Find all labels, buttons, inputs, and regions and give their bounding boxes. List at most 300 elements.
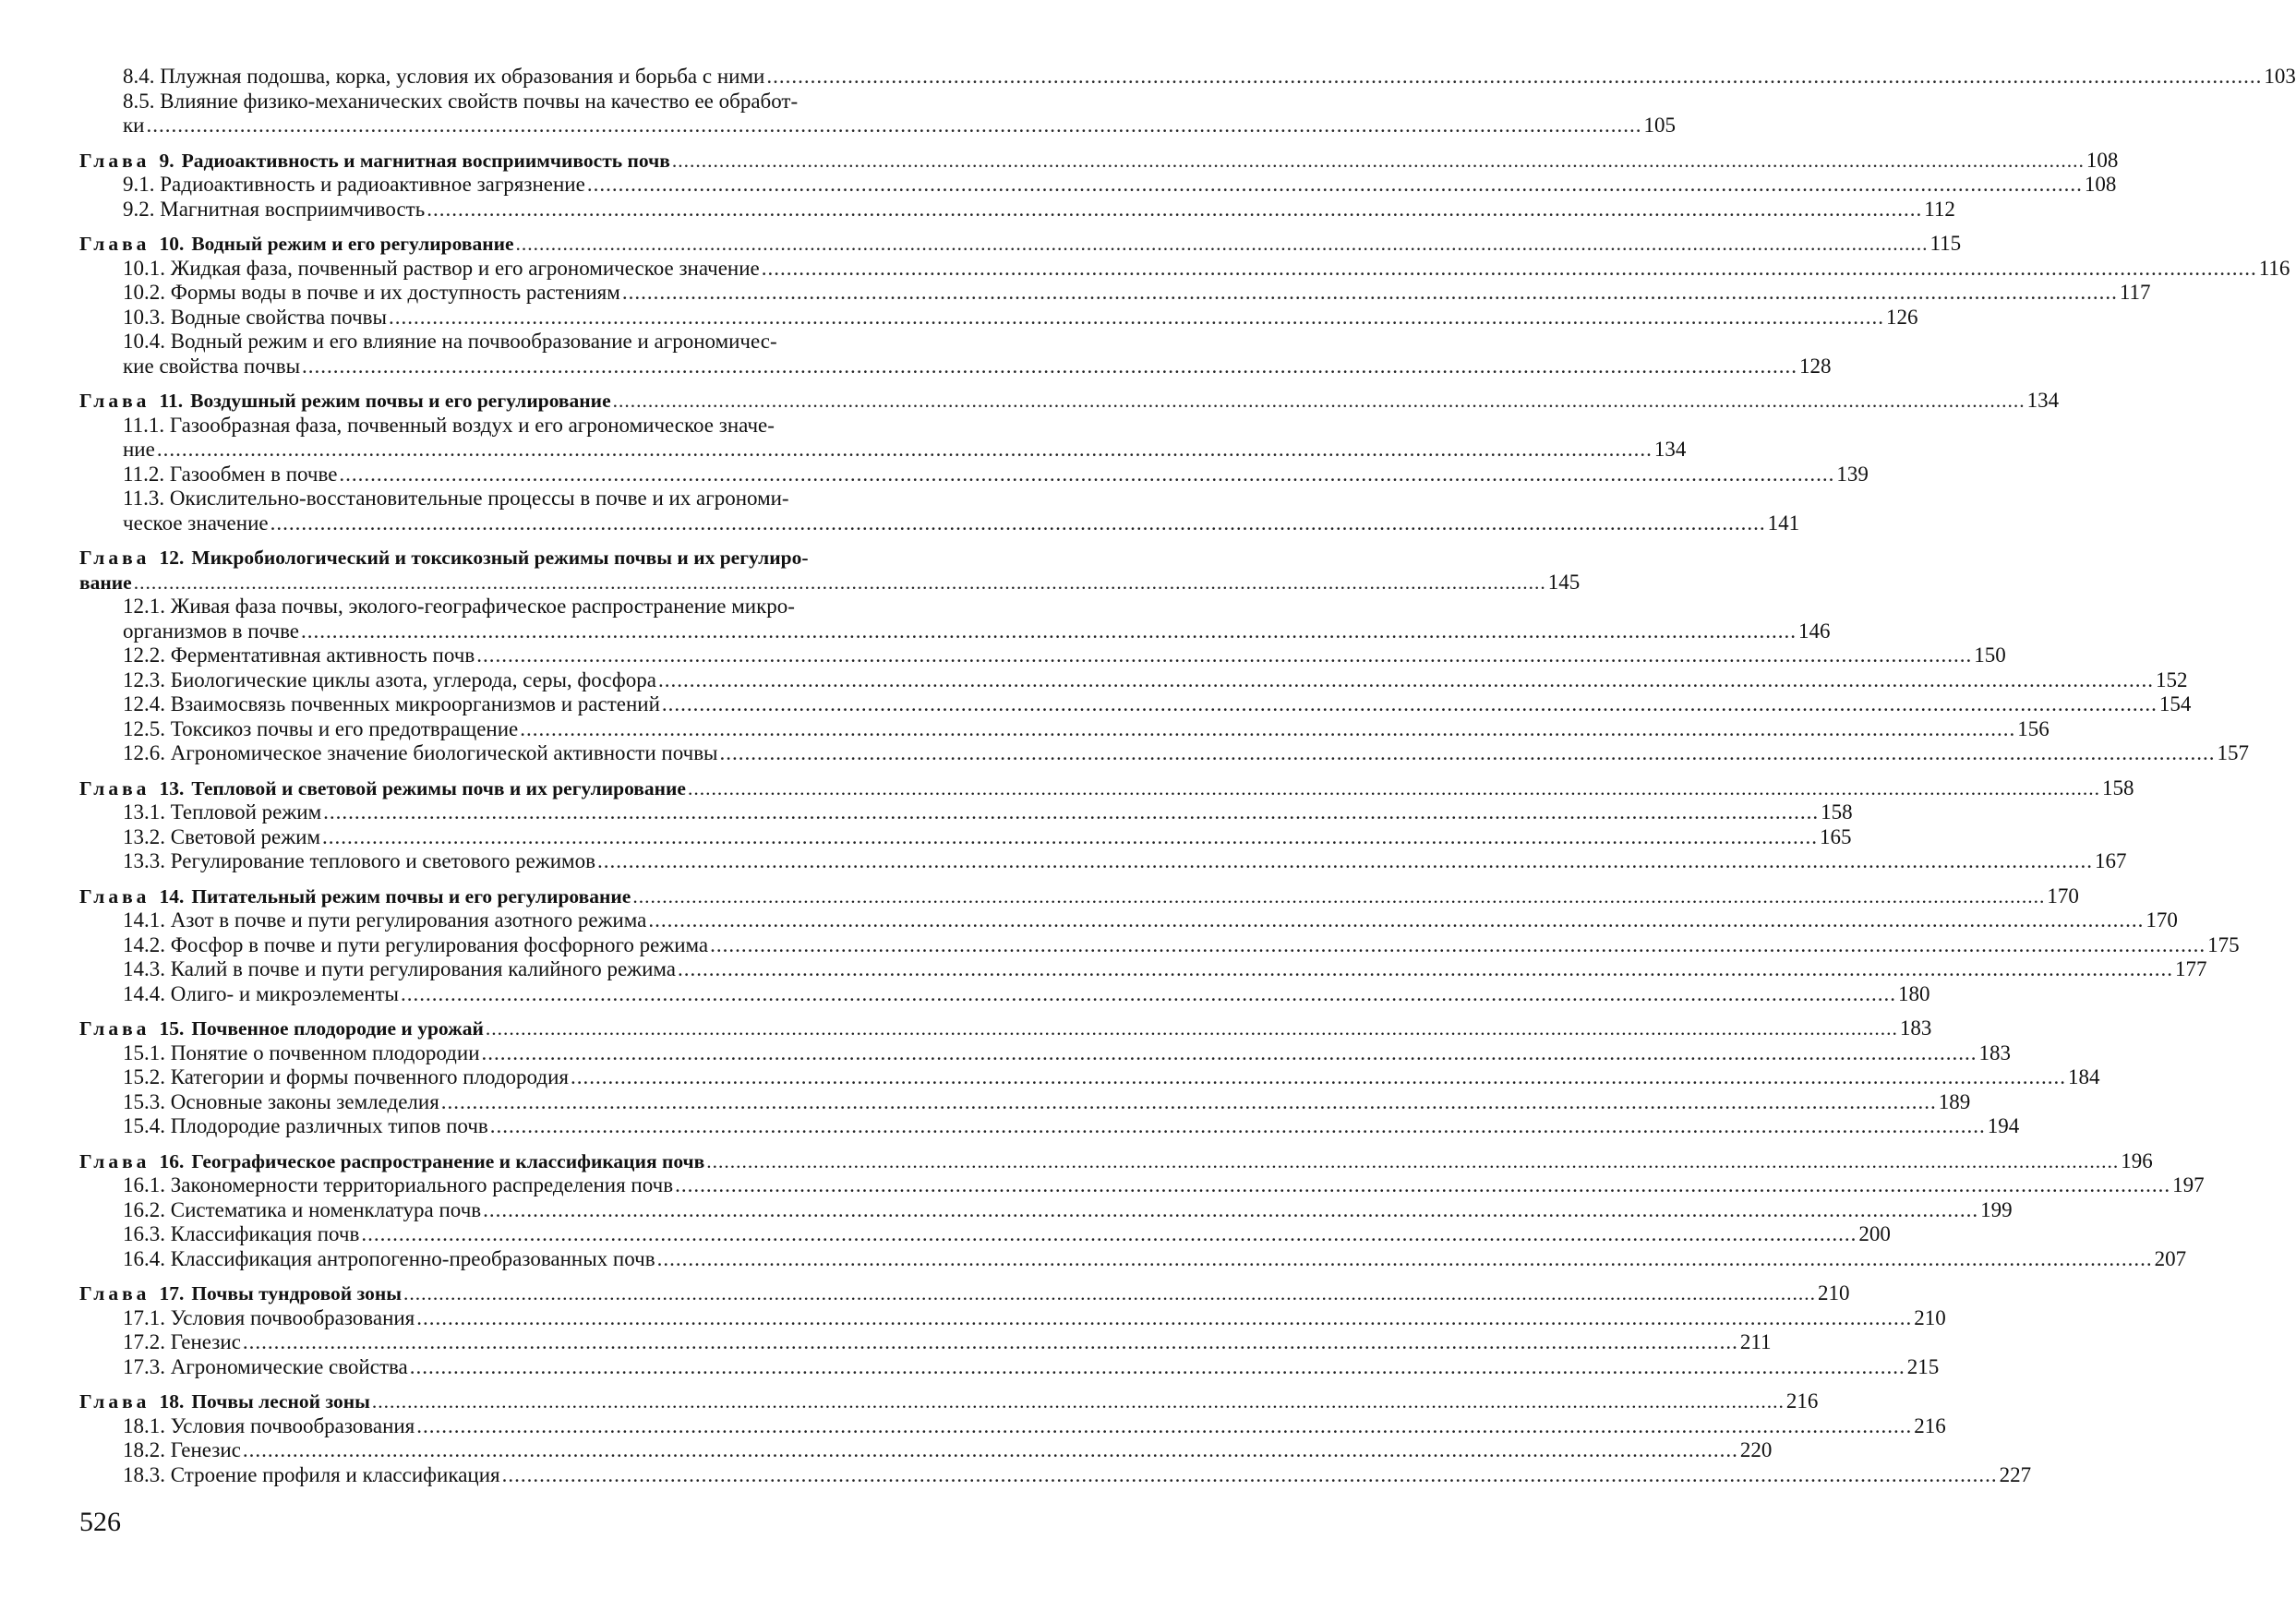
chapter-heading[interactable] bbox=[79, 546, 1017, 571]
chapter-number: 15. bbox=[159, 1017, 184, 1040]
dot-leader: ................................................................................................................................................................................................................................................ bbox=[585, 173, 2085, 198]
section-number: 15.3. bbox=[123, 1090, 165, 1113]
section-number: 13.2. bbox=[123, 825, 165, 848]
section-entry[interactable] bbox=[79, 198, 1017, 222]
section-text bbox=[123, 619, 299, 644]
chapter-title-text bbox=[79, 546, 809, 571]
section-text bbox=[123, 114, 144, 138]
section-entry[interactable] bbox=[79, 1041, 1017, 1066]
section-number: 9.1. bbox=[123, 173, 155, 196]
section-entry[interactable] bbox=[79, 1330, 1017, 1355]
section-entry[interactable] bbox=[79, 1173, 1017, 1198]
section-page: 128 bbox=[1799, 355, 1832, 379]
chapter-title-text bbox=[79, 1389, 370, 1414]
section-number: 10.4. bbox=[123, 330, 165, 353]
section-page: 167 bbox=[2095, 849, 2127, 874]
section-page: 154 bbox=[2159, 692, 2192, 717]
section-number: 11.1. bbox=[123, 414, 164, 437]
section-entry[interactable] bbox=[79, 1463, 1017, 1488]
dot-leader: ................................................................................................................................................................................................................................................ bbox=[299, 619, 1798, 644]
chapter-page: 134 bbox=[2027, 389, 2060, 414]
section-title: организмов в почве bbox=[123, 619, 299, 643]
section-number: 18.2. bbox=[123, 1438, 165, 1461]
dot-leader: ................................................................................................................................................................................................................................................ bbox=[475, 643, 1974, 668]
section-entry[interactable] bbox=[79, 1222, 1017, 1247]
chapter-title: Радиоактивность и магнитная восприимчивость почв bbox=[182, 150, 670, 172]
dot-leader: ................................................................................................................................................................................................................................................ bbox=[670, 149, 2086, 174]
section-page: 227 bbox=[2000, 1463, 2032, 1488]
chapter-number: 10. bbox=[159, 233, 184, 255]
section-title: Основные законы земледелия bbox=[171, 1090, 439, 1113]
section-entry[interactable] bbox=[79, 741, 1017, 766]
section-page: 175 bbox=[2207, 933, 2240, 958]
section-number: 11.2. bbox=[123, 463, 164, 486]
section-title: Биологические циклы азота, углерода, серы, фосфора bbox=[171, 668, 656, 691]
chapter-title-text bbox=[79, 149, 670, 174]
chapter-page: 158 bbox=[2102, 776, 2134, 801]
section-number: 16.4. bbox=[123, 1247, 165, 1270]
section-number: 15.4. bbox=[123, 1114, 165, 1137]
section-title: Взаимосвязь почвенных микроорганизмов и растений bbox=[171, 692, 660, 715]
toc-chapter bbox=[79, 65, 1017, 138]
section-title: ческое значение bbox=[123, 511, 269, 535]
chapter-number: 13. bbox=[159, 777, 184, 799]
toc-chapter bbox=[79, 1016, 1017, 1139]
section-entry[interactable] bbox=[79, 463, 1017, 487]
section-title: Газообмен в почве bbox=[170, 463, 338, 486]
section-entry[interactable] bbox=[79, 306, 1017, 331]
section-page: 170 bbox=[2146, 908, 2178, 933]
chapter-heading[interactable] bbox=[79, 389, 1017, 414]
section-number: 18.1. bbox=[123, 1414, 165, 1437]
section-title: Категории и формы почвенного плодородия bbox=[171, 1065, 569, 1088]
chapter-label: Глава bbox=[79, 390, 150, 412]
section-entry-continued[interactable] bbox=[79, 438, 1017, 463]
chapter-heading-continued[interactable] bbox=[79, 571, 1017, 595]
chapter-heading[interactable] bbox=[79, 776, 1017, 801]
chapter-title-text bbox=[79, 232, 514, 257]
section-text bbox=[123, 198, 425, 222]
section-title: Условия почвообразования bbox=[171, 1414, 415, 1437]
section-entry[interactable] bbox=[79, 800, 1017, 825]
dot-leader: ................................................................................................................................................................................................................................................ bbox=[300, 355, 1799, 379]
section-title: Окислительно-восстановительные процессы в почве и их агрономи- bbox=[170, 487, 789, 510]
section-title: Азот в почве и пути регулирования азотного режима bbox=[171, 908, 647, 932]
section-text bbox=[123, 982, 399, 1007]
section-number: 14.4. bbox=[123, 982, 165, 1005]
dot-leader: ................................................................................................................................................................................................................................................ bbox=[321, 800, 1821, 825]
section-text bbox=[123, 825, 320, 850]
section-number: 12.5. bbox=[123, 717, 165, 740]
section-text bbox=[123, 330, 777, 355]
section-page: 189 bbox=[1939, 1090, 1971, 1115]
dot-leader: ................................................................................................................................................................................................................................................ bbox=[620, 281, 2120, 306]
section-page: 177 bbox=[2175, 957, 2207, 982]
section-page: 103 bbox=[2264, 65, 2296, 90]
section-page: 134 bbox=[1654, 438, 1687, 463]
section-title: Водный режим и его влияние на почвообразование и агрономичес- bbox=[171, 330, 777, 353]
section-page: 210 bbox=[1914, 1306, 1946, 1331]
section-entry[interactable] bbox=[79, 1090, 1017, 1115]
chapter-page: 196 bbox=[2121, 1149, 2153, 1174]
section-number: 15.1. bbox=[123, 1041, 165, 1064]
section-text bbox=[123, 692, 660, 717]
section-text bbox=[123, 957, 676, 982]
dot-leader: ................................................................................................................................................................................................................................................ bbox=[320, 825, 1820, 850]
chapter-number: 12. bbox=[159, 547, 184, 569]
dot-leader: ................................................................................................................................................................................................................................................ bbox=[686, 776, 2102, 801]
chapter-page: 170 bbox=[2047, 884, 2079, 909]
section-title: Генезис bbox=[171, 1330, 241, 1353]
dot-leader: ................................................................................................................................................................................................................................................ bbox=[646, 908, 2146, 933]
section-entry[interactable] bbox=[79, 330, 1017, 355]
section-number: 17.1. bbox=[123, 1306, 165, 1329]
section-text bbox=[123, 1330, 241, 1355]
section-number: 14.1. bbox=[123, 908, 165, 932]
section-number: 17.3. bbox=[123, 1355, 165, 1378]
section-number: 12.3. bbox=[123, 668, 165, 691]
section-number: 12.2. bbox=[123, 643, 165, 667]
section-entry[interactable] bbox=[79, 982, 1017, 1007]
chapter-label: Глава bbox=[79, 1150, 150, 1172]
section-entry[interactable] bbox=[79, 1065, 1017, 1090]
section-number: 13.1. bbox=[123, 800, 165, 824]
section-title: Систематика и номенклатура почв bbox=[171, 1198, 481, 1221]
section-entry-continued[interactable] bbox=[79, 511, 1017, 536]
section-text bbox=[123, 1247, 655, 1272]
chapter-heading[interactable] bbox=[79, 149, 1017, 174]
section-entry[interactable] bbox=[79, 908, 1017, 933]
section-number: 12.6. bbox=[123, 741, 165, 764]
chapter-title-text bbox=[79, 389, 611, 414]
section-text bbox=[123, 908, 646, 933]
dot-leader: ................................................................................................................................................................................................................................................ bbox=[132, 571, 1548, 595]
chapter-page: 108 bbox=[2086, 149, 2119, 174]
chapter-title: Почвы лесной зоны bbox=[191, 1390, 370, 1413]
section-title: Регулирование теплового и светового режимов bbox=[171, 849, 595, 872]
toc-chapter bbox=[79, 1281, 1017, 1379]
dot-leader: ................................................................................................................................................................................................................................................ bbox=[708, 933, 2207, 958]
section-title: Тепловой режим bbox=[171, 800, 321, 824]
section-title: Магнитная восприимчивость bbox=[160, 198, 425, 221]
section-entry[interactable] bbox=[79, 65, 1017, 90]
dot-leader: ................................................................................................................................................................................................................................................ bbox=[269, 511, 1768, 536]
section-entry[interactable] bbox=[79, 668, 1017, 693]
section-entry[interactable] bbox=[79, 173, 1017, 198]
section-text bbox=[123, 717, 518, 742]
dot-leader: ................................................................................................................................................................................................................................................ bbox=[500, 1463, 2000, 1488]
section-page: 197 bbox=[2172, 1173, 2205, 1198]
section-page: 211 bbox=[1740, 1330, 1772, 1355]
section-text bbox=[123, 65, 764, 90]
section-number: 12.1. bbox=[123, 595, 165, 618]
section-entry[interactable] bbox=[79, 1438, 1017, 1463]
section-text bbox=[123, 1414, 415, 1439]
section-entry[interactable] bbox=[79, 595, 1017, 619]
section-number: 13.3. bbox=[123, 849, 165, 872]
section-title: кие свойства почвы bbox=[123, 355, 300, 378]
section-page: 158 bbox=[1821, 800, 1853, 825]
chapter-number: 11. bbox=[159, 390, 183, 412]
section-entry[interactable] bbox=[79, 933, 1017, 958]
section-text bbox=[123, 1114, 488, 1139]
section-page: 139 bbox=[1836, 463, 1869, 487]
section-number: 16.2. bbox=[123, 1198, 165, 1221]
toc-chapter bbox=[79, 389, 1017, 535]
section-number: 8.5. bbox=[123, 90, 155, 113]
section-text bbox=[123, 849, 595, 874]
section-title: Олиго- и микроэлементы bbox=[171, 982, 399, 1005]
section-page: 117 bbox=[2120, 281, 2151, 306]
section-page: 112 bbox=[1924, 198, 1955, 222]
dot-leader: ................................................................................................................................................................................................................................................ bbox=[241, 1438, 1740, 1463]
section-title: Водные свойства почвы bbox=[171, 306, 387, 329]
dot-leader: ................................................................................................................................................................................................................................................ bbox=[676, 957, 2175, 982]
section-text bbox=[123, 668, 656, 693]
section-title: ние bbox=[123, 438, 155, 461]
section-page: 146 bbox=[1798, 619, 1831, 644]
section-page: 200 bbox=[1858, 1222, 1891, 1247]
section-text bbox=[123, 643, 475, 668]
section-text bbox=[123, 1463, 500, 1488]
dot-leader: ................................................................................................................................................................................................................................................ bbox=[611, 389, 2027, 414]
section-entry-continued[interactable] bbox=[79, 355, 1017, 379]
chapter-page: 210 bbox=[1818, 1281, 1850, 1306]
section-entry[interactable] bbox=[79, 257, 1017, 282]
section-page: 199 bbox=[1980, 1198, 2013, 1223]
section-title: Понятие о почвенном плодородии bbox=[171, 1041, 480, 1064]
chapter-number: 9. bbox=[159, 150, 174, 172]
section-entry[interactable] bbox=[79, 643, 1017, 668]
chapter-label: Глава bbox=[79, 547, 150, 569]
section-number: 9.2. bbox=[123, 198, 155, 221]
section-text bbox=[123, 1173, 673, 1198]
chapter-number: 18. bbox=[159, 1390, 184, 1413]
dot-leader: ................................................................................................................................................................................................................................................ bbox=[439, 1090, 1939, 1115]
section-number: 15.2. bbox=[123, 1065, 165, 1088]
section-number: 10.2. bbox=[123, 281, 165, 304]
section-number: 16.3. bbox=[123, 1222, 165, 1245]
chapter-label: Глава bbox=[79, 885, 150, 908]
section-page: 141 bbox=[1768, 511, 1800, 536]
section-page: 183 bbox=[1979, 1041, 2012, 1066]
chapter-page: 216 bbox=[1786, 1389, 1819, 1414]
section-number: 18.3. bbox=[123, 1463, 165, 1486]
chapter-heading[interactable] bbox=[79, 1389, 1017, 1414]
section-entry[interactable] bbox=[79, 90, 1017, 114]
chapter-title: Воздушный режим почвы и его регулирование bbox=[190, 390, 610, 412]
section-title: Фосфор в почве и пути регулирования фосфорного режима bbox=[171, 933, 708, 956]
section-entry[interactable] bbox=[79, 1355, 1017, 1380]
section-page: 215 bbox=[1907, 1355, 1940, 1380]
chapter-label: Глава bbox=[79, 233, 150, 255]
chapter-label: Глава bbox=[79, 1017, 150, 1040]
chapter-label: Глава bbox=[79, 1282, 150, 1304]
dot-leader: ................................................................................................................................................................................................................................................ bbox=[764, 65, 2264, 90]
section-title: Токсикоз почвы и его предотвращение bbox=[171, 717, 518, 740]
section-entry[interactable] bbox=[79, 1306, 1017, 1331]
section-text bbox=[123, 1355, 408, 1380]
section-text bbox=[123, 1306, 415, 1331]
toc-chapter bbox=[79, 1149, 1017, 1272]
section-page: 220 bbox=[1740, 1438, 1773, 1463]
page-number: 526 bbox=[79, 1507, 121, 1538]
chapter-title: Питательный режим почвы и его регулирование bbox=[191, 885, 631, 908]
dot-leader: ................................................................................................................................................................................................................................................ bbox=[155, 438, 1654, 463]
section-entry[interactable] bbox=[79, 825, 1017, 850]
chapter-title-text bbox=[79, 1149, 704, 1174]
toc-chapter bbox=[79, 546, 1017, 766]
dot-leader: ................................................................................................................................................................................................................................................ bbox=[359, 1222, 1858, 1247]
section-entry[interactable] bbox=[79, 414, 1017, 439]
section-text bbox=[123, 281, 620, 306]
chapter-label: Глава bbox=[79, 777, 150, 799]
section-page: 156 bbox=[2017, 717, 2050, 742]
section-entry[interactable] bbox=[79, 487, 1017, 511]
dot-leader: ................................................................................................................................................................................................................................................ bbox=[484, 1016, 1900, 1041]
chapter-title-text bbox=[79, 1281, 402, 1306]
section-entry[interactable] bbox=[79, 281, 1017, 306]
section-text bbox=[123, 1222, 359, 1247]
chapter-number: 16. bbox=[159, 1150, 184, 1172]
dot-leader: ................................................................................................................................................................................................................................................ bbox=[569, 1065, 2068, 1090]
chapter-label: Глава bbox=[79, 150, 150, 172]
section-title: Газообразная фаза, почвенный воздух и его агрономическое значе- bbox=[170, 414, 775, 437]
chapter-title-text bbox=[79, 884, 631, 909]
section-number: 14.2. bbox=[123, 933, 165, 956]
dot-leader: ................................................................................................................................................................................................................................................ bbox=[514, 232, 1930, 257]
section-text bbox=[123, 1041, 480, 1066]
section-text bbox=[123, 257, 760, 282]
chapter-title-continued: вание bbox=[79, 571, 132, 595]
section-entry[interactable] bbox=[79, 1198, 1017, 1223]
section-title: Живая фаза почвы, эколого-географическое распространение микро- bbox=[171, 595, 795, 618]
section-page: 108 bbox=[2085, 173, 2117, 198]
section-page: 184 bbox=[2068, 1065, 2100, 1090]
section-text bbox=[123, 438, 155, 463]
section-page: 207 bbox=[2155, 1247, 2187, 1272]
section-text bbox=[123, 741, 718, 766]
dot-leader: ................................................................................................................................................................................................................................................ bbox=[399, 982, 1898, 1007]
dot-leader: ................................................................................................................................................................................................................................................ bbox=[387, 306, 1886, 331]
section-entry[interactable] bbox=[79, 1247, 1017, 1272]
dot-leader: ................................................................................................................................................................................................................................................ bbox=[144, 114, 1643, 138]
section-text bbox=[123, 800, 321, 825]
section-title: Строение профиля и классификация bbox=[171, 1463, 500, 1486]
toc-chapter bbox=[79, 1389, 1017, 1487]
section-number: 17.2. bbox=[123, 1330, 165, 1353]
section-page: 165 bbox=[1820, 825, 1852, 850]
dot-leader: ................................................................................................................................................................................................................................................ bbox=[337, 463, 1836, 487]
section-page: 180 bbox=[1898, 982, 1930, 1007]
section-entry[interactable] bbox=[79, 717, 1017, 742]
section-page: 216 bbox=[1914, 1414, 1946, 1439]
section-title: Влияние физико-механических свойств почвы на качество ее обработ- bbox=[160, 90, 798, 113]
section-title: Радиоактивность и радиоактивное загрязнение bbox=[160, 173, 585, 196]
section-title: Ферментативная активность почв bbox=[171, 643, 475, 667]
chapter-title-text bbox=[79, 1016, 484, 1041]
chapter-page: 145 bbox=[1548, 571, 1581, 595]
section-title: Плужная подошва, корка, условия их образования и борьба с ними bbox=[160, 65, 764, 88]
dot-leader: ................................................................................................................................................................................................................................................ bbox=[488, 1114, 1988, 1139]
dot-leader: ................................................................................................................................................................................................................................................ bbox=[415, 1414, 1914, 1439]
section-number: 10.1. bbox=[123, 257, 165, 280]
section-entry[interactable] bbox=[79, 692, 1017, 717]
section-entry[interactable] bbox=[79, 1114, 1017, 1139]
chapter-title: Географическое распространение и классификация почв bbox=[191, 1150, 704, 1172]
section-text bbox=[123, 173, 585, 198]
section-text bbox=[123, 1090, 439, 1115]
dot-leader: ................................................................................................................................................................................................................................................ bbox=[425, 198, 1924, 222]
dot-leader: ................................................................................................................................................................................................................................................ bbox=[408, 1355, 1907, 1380]
section-text bbox=[123, 1198, 481, 1223]
dot-leader: ................................................................................................................................................................................................................................................ bbox=[673, 1173, 2172, 1198]
chapter-page: 115 bbox=[1930, 232, 1962, 257]
dot-leader: ................................................................................................................................................................................................................................................ bbox=[480, 1041, 1979, 1066]
section-page: 126 bbox=[1886, 306, 1918, 331]
section-title: Генезис bbox=[171, 1438, 241, 1461]
toc-chapter bbox=[79, 232, 1017, 379]
chapter-number: 14. bbox=[159, 885, 184, 908]
toc-chapter bbox=[79, 884, 1017, 1007]
toc-chapter bbox=[79, 776, 1017, 874]
dot-leader: ................................................................................................................................................................................................................................................ bbox=[656, 668, 2156, 693]
chapter-title: Микробиологический и токсикозный режимы почвы и их регулиро- bbox=[191, 547, 808, 569]
dot-leader: ................................................................................................................................................................................................................................................ bbox=[415, 1306, 1914, 1331]
chapter-title: Почвы тундровой зоны bbox=[191, 1282, 402, 1304]
dot-leader: ................................................................................................................................................................................................................................................ bbox=[241, 1330, 1740, 1355]
section-title: Световой режим bbox=[171, 825, 320, 848]
toc-chapter bbox=[79, 149, 1017, 222]
section-text bbox=[123, 90, 798, 114]
section-entry[interactable] bbox=[79, 957, 1017, 982]
section-number: 14.3. bbox=[123, 957, 165, 980]
dot-leader: ................................................................................................................................................................................................................................................ bbox=[402, 1281, 1818, 1306]
chapter-title: Тепловой и световой режимы почв и их регулирование bbox=[191, 777, 686, 799]
section-title: Формы воды в почве и их доступность растениям bbox=[171, 281, 620, 304]
section-title: Классификация почв bbox=[171, 1222, 360, 1245]
section-text bbox=[123, 1065, 569, 1090]
section-page: 194 bbox=[1988, 1114, 2020, 1139]
section-number: 10.3. bbox=[123, 306, 165, 329]
section-text bbox=[123, 355, 300, 379]
table-of-contents bbox=[79, 65, 1017, 1497]
dot-leader: ................................................................................................................................................................................................................................................ bbox=[370, 1389, 1786, 1414]
chapter-page: 183 bbox=[1900, 1016, 1932, 1041]
section-text bbox=[123, 1438, 241, 1463]
section-title: ки bbox=[123, 114, 144, 137]
section-entry-continued[interactable] bbox=[79, 114, 1017, 138]
chapter-heading[interactable] bbox=[79, 232, 1017, 257]
section-number: 16.1. bbox=[123, 1173, 165, 1196]
chapter-heading[interactable] bbox=[79, 1016, 1017, 1041]
chapter-heading[interactable] bbox=[79, 1149, 1017, 1174]
section-number: 11.3. bbox=[123, 487, 164, 510]
section-entry[interactable] bbox=[79, 1414, 1017, 1439]
chapter-number: 17. bbox=[159, 1282, 184, 1304]
chapter-heading[interactable] bbox=[79, 1281, 1017, 1306]
section-title: Закономерности территориального распределения почв bbox=[171, 1173, 673, 1196]
section-title: Классификация антропогенно-преобразованных почв bbox=[171, 1247, 655, 1270]
chapter-title-text bbox=[79, 776, 686, 801]
chapter-heading[interactable] bbox=[79, 884, 1017, 909]
section-entry-continued[interactable] bbox=[79, 619, 1017, 644]
section-text bbox=[123, 487, 789, 511]
section-entry[interactable] bbox=[79, 849, 1017, 874]
section-title: Плодородие различных типов почв bbox=[171, 1114, 488, 1137]
section-text bbox=[123, 463, 337, 487]
chapter-title: Водный режим и его регулирование bbox=[191, 233, 513, 255]
